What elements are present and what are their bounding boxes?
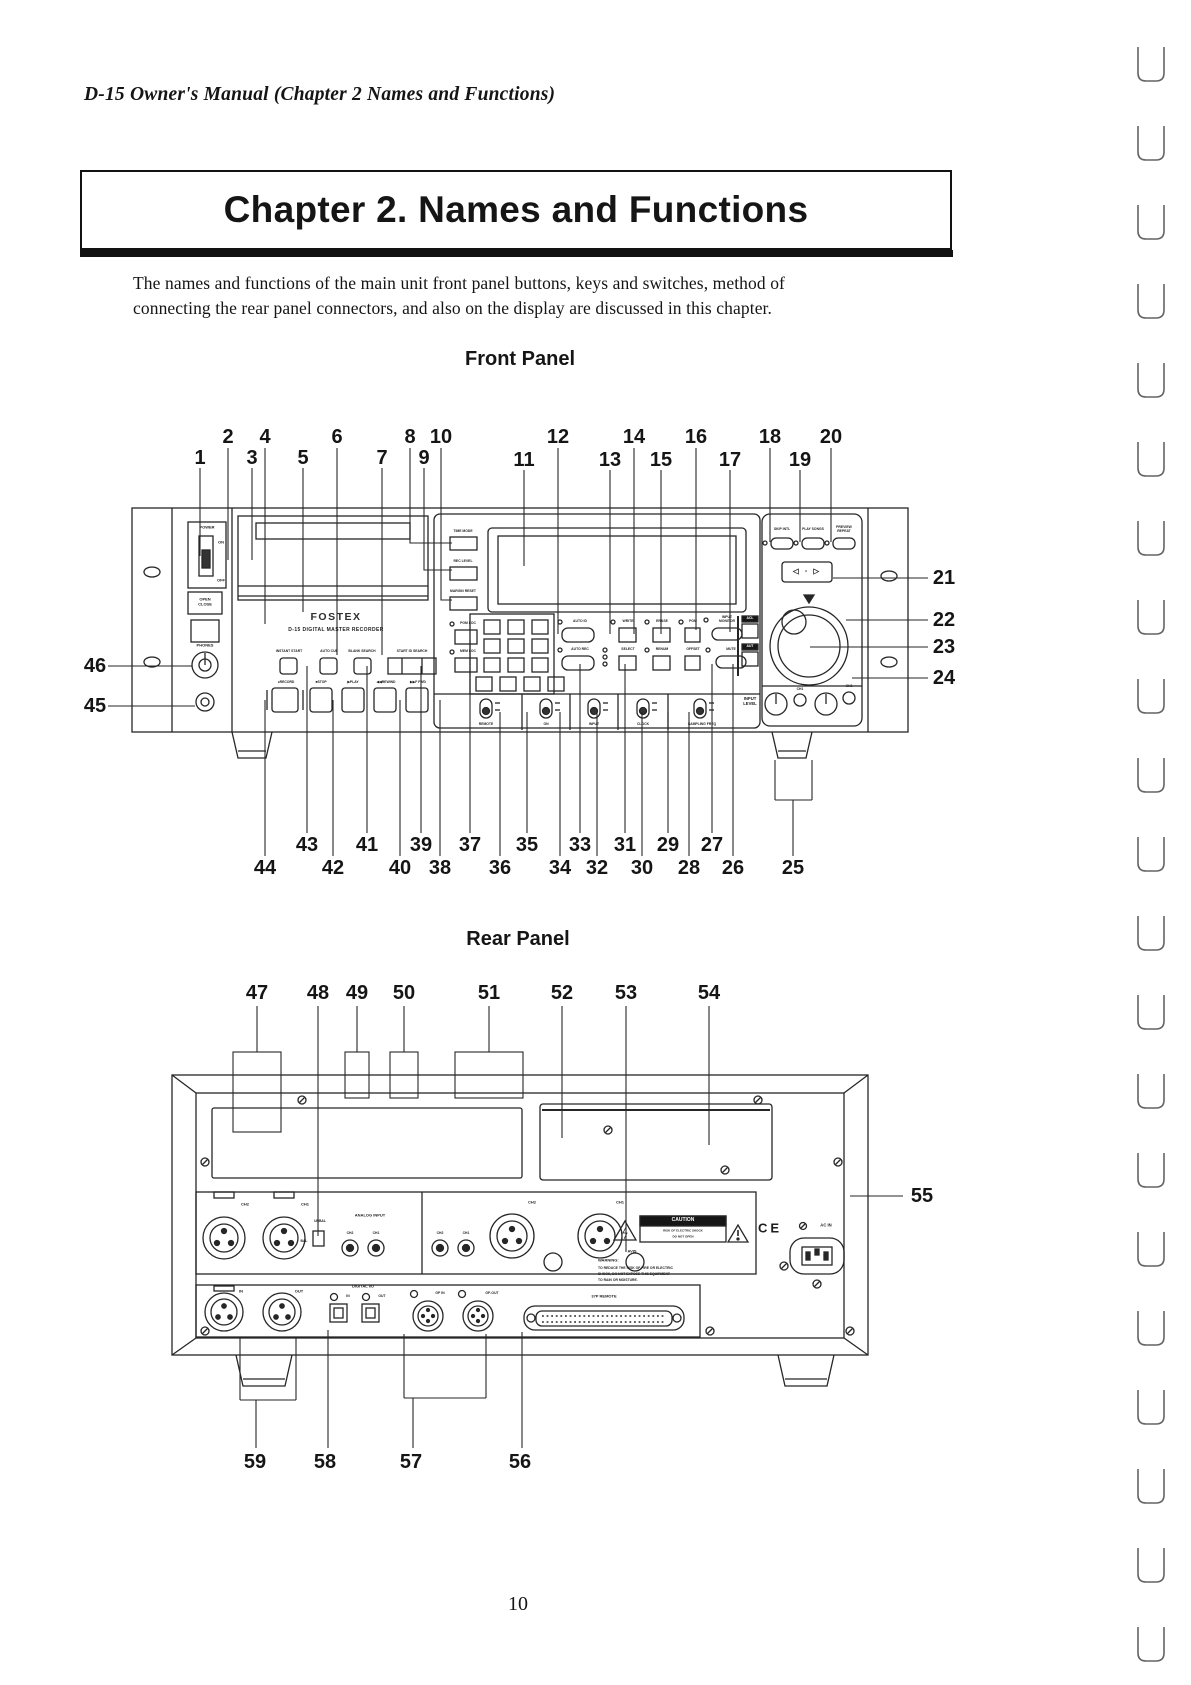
label-remote-switch: REMOTE [478, 722, 494, 727]
callout-49: 49 [345, 982, 369, 1004]
callout-21: 21 [932, 567, 956, 589]
callout-12: 12 [546, 426, 570, 448]
label-rca2-ch2: CH2 [436, 1231, 444, 1236]
label-start-id-search: START ID SEARCH [396, 649, 428, 654]
callout-18: 18 [758, 426, 782, 448]
callout-40: 40 [388, 857, 412, 879]
callout-5: 5 [297, 447, 309, 469]
callout-55: 55 [910, 1185, 934, 1207]
callout-52: 52 [550, 982, 574, 1004]
label-digital-out: OUT [294, 1288, 304, 1294]
label-input-switch: INPUT [588, 722, 600, 727]
callout-32: 32 [585, 857, 609, 879]
label-time-mode: TIME MODE [453, 529, 473, 534]
label-opt-out: OUT [378, 1294, 386, 1299]
callout-31: 31 [613, 834, 637, 856]
callout-44: 44 [253, 857, 277, 879]
front-leader-lines [108, 448, 928, 856]
label-rear-ch2-in: CH2 [240, 1201, 250, 1207]
label-instant-start: INSTANT START [275, 649, 303, 654]
label-rca2-ch1: CH1 [462, 1231, 470, 1236]
page-number: 10 [508, 1593, 528, 1615]
label-blank-search: BLANK SEARCH [348, 649, 376, 654]
callout-50: 50 [392, 982, 416, 1004]
label-gp-in: GP IN [435, 1291, 445, 1296]
callout-10: 10 [429, 426, 453, 448]
callout-6: 6 [331, 426, 343, 448]
label-warning-line1: TO REDUCE THE RISK OF FIRE OR ELECTRIC [598, 1266, 673, 1271]
label-power-on: ON [218, 539, 224, 545]
label-rewind-button: ◀◀REWIND [376, 680, 396, 685]
header-title: D-15 Owner's Manual (Chapter 2 Names and Functions) [84, 84, 556, 105]
label-pgm-loc: PGM LOC [460, 621, 476, 626]
label-aut: AUT [746, 644, 754, 649]
front-panel-heading: Front Panel [464, 348, 576, 370]
label-sampling-freq-switch: SAMPLING FREQ [687, 722, 717, 727]
fostex-logo: FOSTEX [310, 610, 362, 623]
callout-11: 11 [513, 449, 535, 471]
callout-46: 46 [83, 655, 107, 677]
callout-34: 34 [548, 857, 572, 879]
label-digital-in: IN [239, 1288, 243, 1294]
callout-25: 25 [781, 857, 805, 879]
label-ch1-jack: CH1 [796, 687, 804, 692]
callout-9: 9 [418, 447, 430, 469]
intro-line-2: connecting the rear panel connectors, and also on the display are discussed in this chapter. [133, 298, 772, 318]
label-record-button: ●RECORD [277, 680, 295, 685]
label-caution: CAUTION [671, 1217, 695, 1224]
label-opt-in: IN [346, 1294, 350, 1299]
label-unbal: UNBAL [314, 1219, 326, 1224]
callout-23: 23 [932, 636, 956, 658]
callout-54: 54 [697, 982, 721, 1004]
label-acl: ACL [746, 616, 754, 621]
binder-marks [1138, 47, 1164, 1661]
label-caution-line2: DO NOT OPEN [672, 1234, 694, 1239]
label-clock-switch: CLOCK [636, 722, 650, 727]
label-phones: PHONES [196, 642, 214, 648]
callout-28: 28 [677, 857, 701, 879]
callout-47: 47 [245, 982, 269, 1004]
callout-20: 20 [819, 426, 843, 448]
label-ffwd-button: ▶▶F FWD [410, 680, 426, 685]
label-mem-loc: MEM LOC [459, 649, 477, 654]
callout-7: 7 [376, 447, 388, 469]
label-rec-level: REC LEVEL [453, 559, 473, 564]
label-power-off: OFF [217, 577, 225, 583]
callout-19: 19 [788, 449, 812, 471]
chapter-title: Chapter 2. Names and Functions [223, 189, 809, 230]
label-pgm: PGM [689, 619, 697, 624]
label-renum: RENUM [655, 647, 669, 652]
label-input-monitor: INPUT MONITOR [719, 615, 735, 623]
cursor-arrows-icon: ◁ ▫ ▷ [792, 566, 822, 576]
label-offset: OFFSET [686, 647, 700, 652]
label-ac-in: AC IN [820, 1222, 832, 1228]
label-erase: ERASE [656, 619, 668, 624]
chapter-title-box [80, 170, 952, 250]
callout-22: 22 [932, 609, 956, 631]
callout-36: 36 [488, 857, 512, 879]
callout-13: 13 [598, 449, 622, 471]
callout-33: 33 [568, 834, 592, 856]
intro-line-1: The names and functions of the main unit front panel buttons, keys and switches, method of [133, 273, 785, 293]
callout-58: 58 [313, 1451, 337, 1473]
label-mute: MUTE [726, 647, 736, 652]
callout-41: 41 [355, 834, 379, 856]
callout-39: 39 [409, 834, 433, 856]
label-preview-repeat: PREVIEW REPEAT [836, 525, 852, 533]
label-bal: BAL [300, 1239, 308, 1244]
label-caution-line1: RISK OF ELECTRIC SHOCK [663, 1228, 703, 1233]
callout-16: 16 [684, 426, 708, 448]
callout-29: 29 [656, 834, 680, 856]
chapter-title-shadow-bar [80, 250, 953, 257]
callout-38: 38 [428, 857, 452, 879]
label-play-songs: PLAY SONGS [802, 527, 824, 532]
callout-30: 30 [630, 857, 654, 879]
callout-24: 24 [932, 667, 956, 689]
label-rca1-ch1: CH1 [372, 1231, 380, 1236]
callout-27: 27 [700, 834, 724, 856]
label-select: SELECT [621, 647, 635, 652]
label-warning-line3: TO RAIN OR MOISTURE. [598, 1278, 638, 1283]
label-ch2-jack: CH2 [845, 684, 853, 689]
callout-26: 26 [721, 857, 745, 879]
label-analog-input: ANALOG INPUT [354, 1212, 386, 1218]
callout-17: 17 [718, 449, 742, 471]
label-auto-cue: AUTO CUE [320, 649, 338, 654]
callout-4: 4 [259, 426, 271, 448]
callout-45: 45 [83, 695, 107, 717]
label-on-switch: ON [543, 722, 549, 727]
callout-8: 8 [404, 426, 416, 448]
callout-37: 37 [458, 834, 482, 856]
callout-42: 42 [321, 857, 345, 879]
callout-14: 14 [622, 426, 646, 448]
label-warning: WARNING: [598, 1257, 619, 1263]
label-model: D-15 DIGITAL MASTER RECORDER [288, 627, 384, 634]
ce-mark: CE [757, 1220, 783, 1236]
label-input-level: INPUT LEVEL [743, 696, 757, 706]
label-37p-remote: 37P REMOTE [591, 1293, 617, 1299]
label-digital-io: DIGITAL I/O [351, 1283, 375, 1289]
label-gp-out: GP-OUT [485, 1291, 499, 1296]
label-write: WRITE [622, 619, 634, 624]
label-warning-line2: SHOCK, DO NOT EXPOSE THIS EQUIPMENT [598, 1272, 670, 1277]
label-margin-reset: MARGIN RESET [450, 589, 476, 594]
label-stop-button: ■STOP [315, 680, 327, 685]
label-power: POWER [199, 524, 215, 530]
label-open-close: OPEN CLOSE [198, 596, 212, 606]
callout-51: 51 [477, 982, 501, 1004]
callout-15: 15 [649, 449, 673, 471]
callout-53: 53 [614, 982, 638, 1004]
label-rca1-ch2: CH2 [346, 1231, 354, 1236]
callout-57: 57 [399, 1451, 423, 1473]
rear-panel-heading: Rear Panel [466, 928, 570, 950]
label-auto-id: AUTO ID [573, 619, 587, 624]
callout-2: 2 [222, 426, 234, 448]
callout-48: 48 [306, 982, 330, 1004]
label-rear-ch1-in: CH1 [300, 1201, 310, 1207]
label-rear-ch1-out: CH1 [615, 1199, 625, 1205]
callout-43: 43 [295, 834, 319, 856]
label-skip-intl: SKIP INTL [773, 527, 791, 532]
callout-3: 3 [246, 447, 258, 469]
label-auto-rec: AUTO REC [571, 647, 589, 652]
callout-56: 56 [508, 1451, 532, 1473]
callout-35: 35 [515, 834, 539, 856]
label-avis: AVIS [627, 1248, 637, 1254]
front-panel-art [132, 508, 908, 758]
label-rear-ch2-out: CH2 [527, 1199, 537, 1205]
callout-59: 59 [243, 1451, 267, 1473]
callout-1: 1 [194, 447, 206, 469]
label-play-button: ▶PLAY [347, 680, 359, 685]
